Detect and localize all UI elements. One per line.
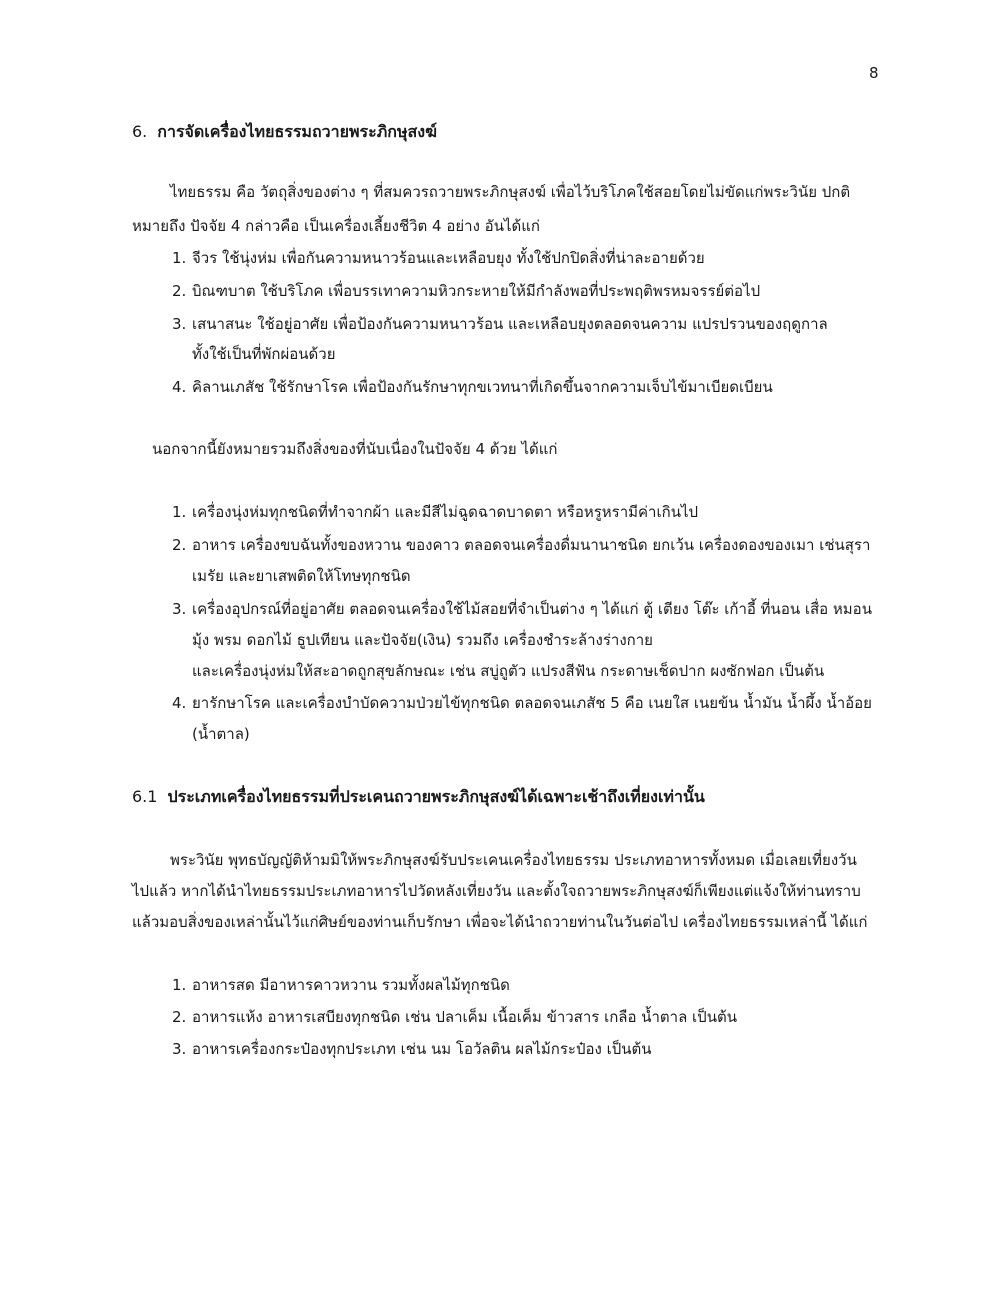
page-number: 8 xyxy=(869,64,879,82)
list-item-number: 1. xyxy=(172,976,187,994)
list-item-continuation: (น้ำตาล) xyxy=(192,725,250,743)
list-item-number: 4. xyxy=(172,694,187,712)
list-item-number: 3. xyxy=(172,600,187,618)
list-item xyxy=(172,1037,652,1061)
list-item xyxy=(172,312,828,336)
list-item-text: อาหารเครื่องกระป๋องทุกประเภท เช่น นม โอวัลติน ผลไม้กระป๋อง เป็นต้น xyxy=(192,1040,652,1058)
list-item xyxy=(172,500,698,524)
section-6-1-heading xyxy=(132,785,705,810)
list-item-text: คิลานเภสัช ใช้รักษาโรค เพื่อป้องกันรักษาทุกขเวทนาที่เกิดขึ้นจากความเจ็บไข้มาเบียดเบียน xyxy=(192,378,773,396)
list-item-text: เครื่องอุปกรณ์ที่อยู่อาศัย ตลอดจนเครื่องใช้ไม้สอยที่จำเป็นต่าง ๆ ได้แก่ ตู้ เตียง โต๊ะ เก้าอี้ ที่นอน เสื่อ หมอน xyxy=(192,600,872,618)
list-item xyxy=(172,279,760,303)
list-item-text: เครื่องนุ่งห่มทุกชนิดที่ทำจากผ้า และมีสีไม่ฉูดฉาดบาดตา หรือหรูหรามีค่าเกินไป xyxy=(192,503,699,521)
list-item xyxy=(172,691,872,715)
section-6-1-para-line-3: แล้วมอบสิ่งของเหล่านั้นไว้แก่ศิษย์ของท่านเก็บรักษา เพื่อจะได้นำถวายท่านในวันต่อไป เครื่องไทยธรรมเหล่านี้ ได้แก่ xyxy=(132,913,868,931)
list-item-text: ยารักษาโรค และเครื่องบำบัดความป่วยไข้ทุกชนิด ตลอดจนเภสัช 5 คือ เนยใส เนยข้น น้ำมัน น้ำผึ้ง น้ำอ้อย xyxy=(192,694,872,712)
list-item-continuation: ทั้งใช้เป็นที่พักผ่อนด้วย xyxy=(192,345,336,363)
section-6-1-number: 6.1 xyxy=(132,787,158,806)
list-item-text: เสนาสนะ ใช้อยู่อาศัย เพื่อป้องกันความหนาวร้อน และเหลือบยุงตลอดจนความ แปรปรวนของฤดูกาล xyxy=(192,315,828,333)
list-item xyxy=(172,973,510,997)
section-6-number: 6. xyxy=(132,122,148,141)
list-item-number: 4. xyxy=(172,378,187,396)
list-item-text: จีวร ใช้นุ่งห่ม เพื่อกันความหนาวร้อนและเหลือบยุง ทั้งใช้ปกปิดสิ่งที่น่าละอายด้วย xyxy=(192,249,705,267)
section-6-title: การจัดเครื่องไทยธรรมถวายพระภิกษุสงฆ์ xyxy=(157,122,437,141)
list-item-text: อาหาร เครื่องขบฉันทั้งของหวาน ของคาว ตลอดจนเครื่องดื่มนานาชนิด ยกเว้น เครื่องดองของเมา เช่นสุรา xyxy=(192,536,871,554)
list-item-text: อาหารสด มีอาหารคาวหวาน รวมทั้งผลไม้ทุกชนิด xyxy=(192,976,510,994)
list-item-number: 2. xyxy=(172,1008,187,1026)
list-item-number: 2. xyxy=(172,282,187,300)
list-item-number: 2. xyxy=(172,536,187,554)
list-item xyxy=(172,375,773,399)
list-item-continuation: และเครื่องนุ่งห่มให้สะอาดถูกสุขลักษณะ เช่น สบู่ถูตัว แปรงสีฟัน กระดาษเช็ดปาก ผงซักฟอก เป็นต้น xyxy=(192,662,825,680)
list-item-number: 1. xyxy=(172,503,187,521)
section-6-intro-line-1: ไทยธรรม คือ วัตถุสิ่งของต่าง ๆ ที่สมควรถวายพระภิกษุสงฆ์ เพื่อไว้บริโภคใช้สอยโดยไม่ขัดแก่พระวินัย ปกติ xyxy=(170,183,851,201)
list-item-continuation: เมรัย และยาเสพติดให้โทษทุกชนิด xyxy=(192,567,411,585)
list-item xyxy=(172,533,870,557)
list-item xyxy=(172,1005,737,1029)
list-item-number: 1. xyxy=(172,249,187,267)
list-item-text: อาหารแห้ง อาหารเสบียงทุกชนิด เช่น ปลาเค็ม เนื้อเค็ม ข้าวสาร เกลือ น้ำตาล เป็นต้น xyxy=(192,1008,737,1026)
section-6-extra-intro: นอกจากนี้ยังหมายรวมถึงสิ่งของที่นับเนื่องในปัจจัย 4 ด้วย ได้แก่ xyxy=(152,440,558,458)
section-6-1-title: ประเภทเครื่องไทยธรรมที่ประเคนถวายพระภิกษุสงฆ์ได้เฉพาะเช้าถึงเที่ยงเท่านั้น xyxy=(167,787,705,806)
list-item-number: 3. xyxy=(172,315,187,333)
list-item-text: บิณฑบาต ใช้บริโภค เพื่อบรรเทาความหิวกระหายให้มีกำลังพอที่ประพฤติพรหมจรรย์ต่อไป xyxy=(192,282,761,300)
list-item-continuation: มุ้ง พรม ดอกไม้ ธูปเทียน และปัจจัย(เงิน) รวมถึง เครื่องชำระล้างร่างกาย xyxy=(192,631,653,649)
section-6-heading xyxy=(132,120,437,145)
list-item xyxy=(172,246,705,270)
section-6-1-para-line-1: พระวินัย พุทธบัญญัติห้ามมิให้พระภิกษุสงฆ์รับประเคนเครื่องไทยธรรม ประเภทอาหารทั้งหมด เมื่อเลยเที่ยงวัน xyxy=(170,851,857,869)
list-item xyxy=(172,597,872,621)
list-item-number: 3. xyxy=(172,1040,187,1058)
section-6-1-para-line-2: ไปแล้ว หากได้นำไทยธรรมประเภทอาหารไปวัดหลังเที่ยงวัน และตั้งใจถวายพระภิกษุสงฆ์ก็เพียงแต่แจ้งให้ท่านทราบ xyxy=(132,882,861,900)
section-6-intro-line-2: หมายถึง ปัจจัย 4 กล่าวคือ เป็นเครื่องเลี้ยงชีวิต 4 อย่าง อันได้แก่ xyxy=(132,217,540,235)
